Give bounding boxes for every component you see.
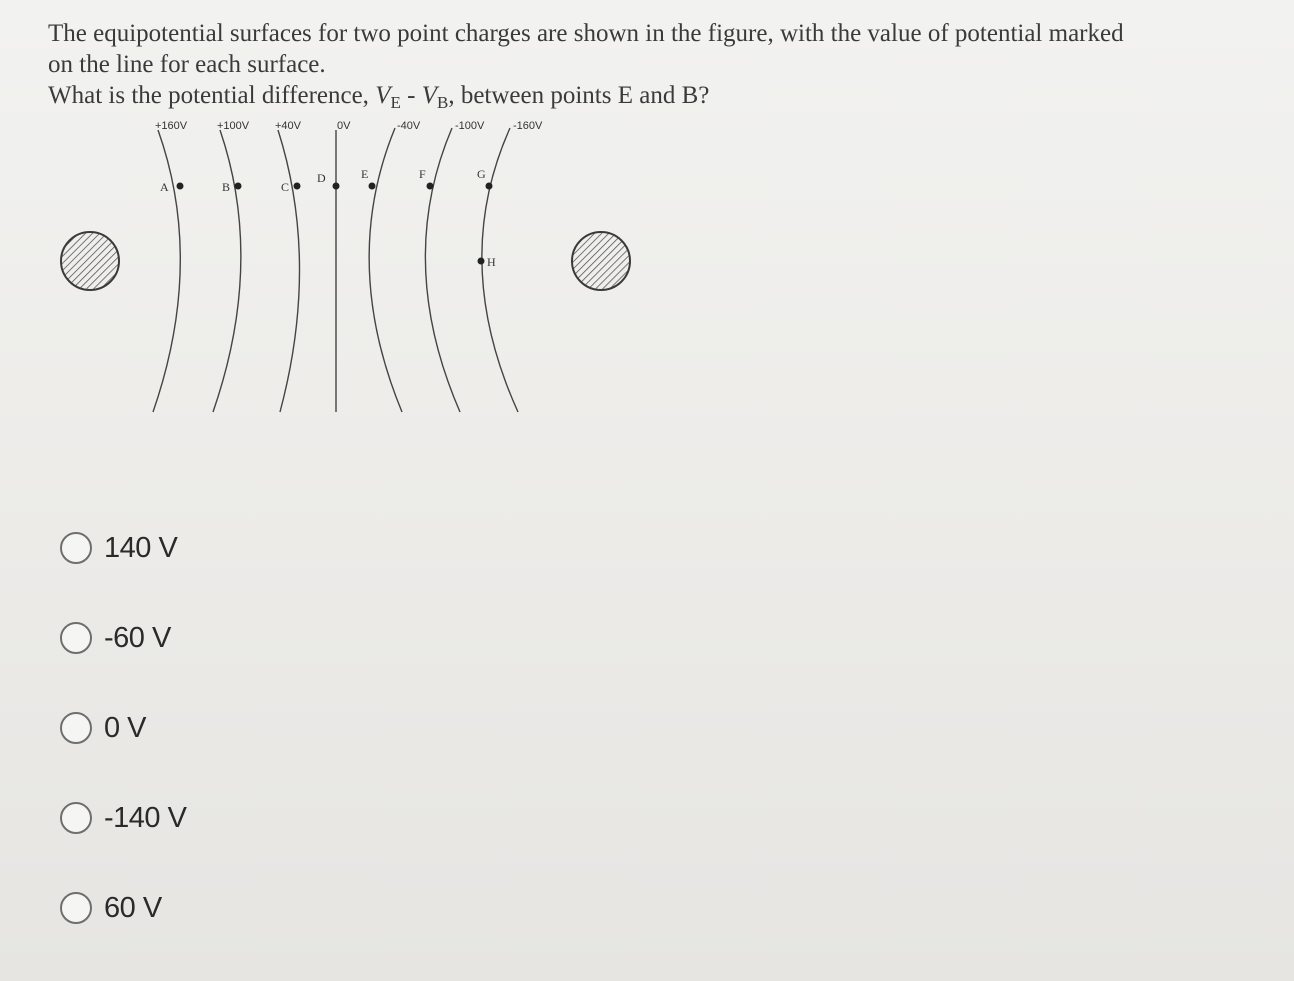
point-e-label: E (361, 167, 369, 181)
radio-button[interactable] (60, 532, 92, 564)
point-c-dot (294, 183, 301, 190)
answer-option-5[interactable] (60, 886, 186, 930)
potential-label-minus40: -40V (397, 120, 421, 132)
answer-option-label: 140 V (104, 531, 178, 564)
answer-option-2[interactable] (60, 616, 186, 660)
negative-charge-sphere (572, 232, 630, 290)
answer-option-label: 60 V (104, 891, 162, 924)
question-line-3 (48, 80, 1228, 111)
subscript-e: E (390, 93, 401, 112)
potential-label-minus160: -160V (513, 120, 543, 132)
minus-sign: - (400, 82, 422, 109)
equipotential-line-plus160 (153, 130, 180, 412)
question-line-1: The equipotential surfaces for two point charges are shown in the figure, with the value of potential marked (48, 20, 1124, 47)
point-a-dot (177, 183, 184, 190)
point-h-label: H (487, 255, 496, 269)
variable-v-b: V (421, 82, 437, 109)
point-g-dot (486, 183, 493, 190)
potential-label-minus100: -100V (455, 120, 485, 132)
radio-button[interactable] (60, 892, 92, 924)
subscript-b: B (436, 93, 449, 112)
answer-option-4[interactable] (60, 796, 186, 840)
radio-button[interactable] (60, 712, 92, 744)
answer-option-1[interactable] (60, 526, 186, 570)
point-b-dot (235, 183, 242, 190)
question-suffix: , between points E and B? (448, 82, 710, 109)
potential-label-plus160: +160V (155, 120, 188, 132)
equipotential-line-minus40 (369, 128, 402, 412)
point-d-dot (333, 183, 340, 190)
answer-option-label: 0 V (104, 711, 147, 744)
equipotential-line-minus160 (482, 128, 518, 412)
point-c-label: C (281, 180, 290, 194)
question-text (48, 18, 1228, 111)
equipotential-line-plus100 (213, 130, 241, 412)
answer-option-label: -140 V (104, 801, 187, 834)
question-prefix: What is the potential difference, (48, 82, 376, 109)
potential-label-plus40: +40V (275, 120, 301, 132)
point-e-dot (369, 183, 376, 190)
equipotential-line-plus40 (278, 130, 300, 412)
answer-option-3[interactable] (60, 706, 186, 750)
point-g-label: G (477, 167, 486, 181)
radio-button[interactable] (60, 622, 92, 654)
positive-charge-sphere (61, 232, 119, 290)
point-d-label: D (317, 171, 326, 185)
equipotential-line-minus100 (425, 128, 460, 412)
answer-option-label: -60 V (104, 621, 171, 654)
equipotential-figure (0, 110, 700, 430)
variable-v-e: V (375, 82, 391, 109)
potential-label-plus100: +100V (217, 120, 250, 132)
point-f-label: F (419, 167, 426, 181)
answer-options (60, 526, 186, 976)
point-a-label: A (160, 180, 169, 194)
radio-button[interactable] (60, 802, 92, 834)
question-line-2: on the line for each surface. (48, 51, 326, 78)
point-f-dot (427, 183, 434, 190)
point-h-dot (478, 258, 485, 265)
potential-label-zero: 0V (337, 120, 351, 132)
point-b-label: B (222, 180, 231, 194)
